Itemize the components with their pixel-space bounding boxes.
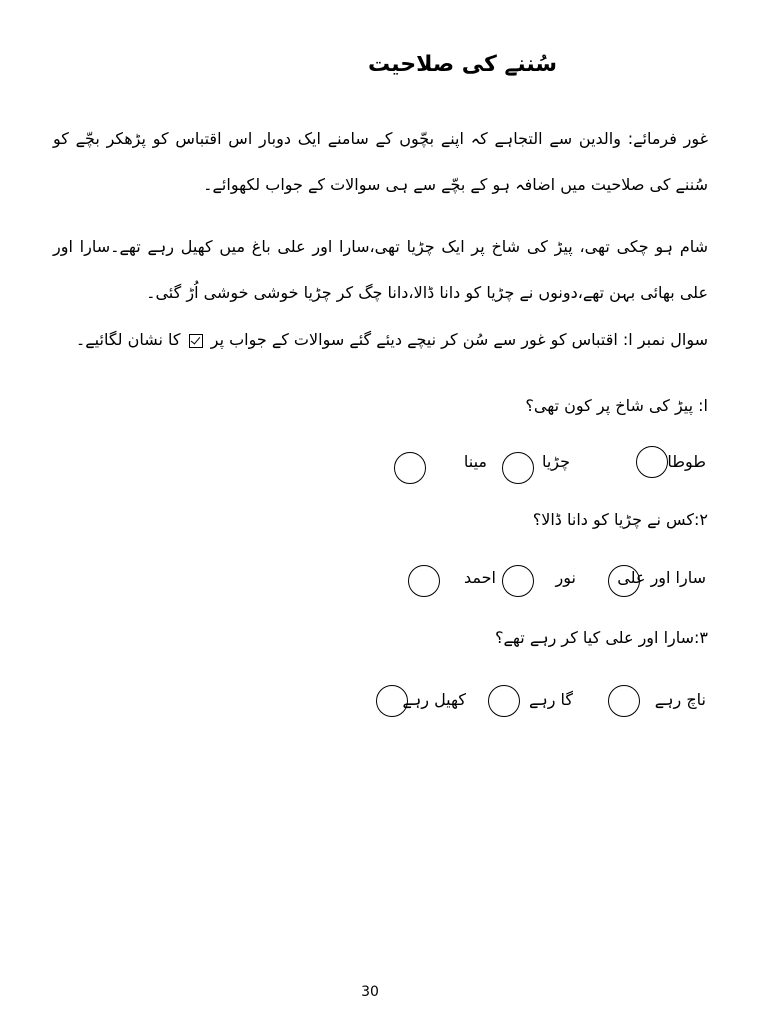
q3-option-2-label: گا رہے xyxy=(528,690,573,709)
question-2: ۲:کس نے چڑیا کو دانا ڈالا؟ xyxy=(532,510,708,529)
q3-option-3-radio[interactable] xyxy=(376,685,408,717)
q1-option-3-label: مینا xyxy=(463,452,487,471)
instruction-text: غور فرمائے: والدین سے التجاہے کہ اپنے بچّوں کے سامنے ایک دوبار اس اقتباس کو پڑھکر بچّے کو سُننے کی صلاحیت میں اضافہ ہو کے بچّے سے ہی سوالات کے جواب لکھوائے۔ xyxy=(53,129,708,194)
main-question-after: کا نشان لگائیے۔ xyxy=(75,330,181,349)
q2-option-2-radio[interactable] xyxy=(502,565,534,597)
q1-option-2-radio[interactable] xyxy=(502,452,534,484)
q2-option-1-radio[interactable] xyxy=(608,565,640,597)
question-1: ا: پیڑ کی شاخ پر کون تھی؟ xyxy=(525,396,708,415)
main-question-before: سوال نمبر ا: اقتباس کو غور سے سُن کر نیچے دیئے گئے سوالات کے جواب پر xyxy=(210,330,708,349)
checkmark-box-icon xyxy=(189,334,203,348)
q2-option-2-label: نور xyxy=(555,568,576,587)
q1-option-1-label: طوطا xyxy=(667,452,706,471)
q2-option-1-label: سارا اور علی xyxy=(617,568,706,587)
main-question xyxy=(76,330,708,349)
q1-option-3-radio[interactable] xyxy=(394,452,426,484)
q3-option-1-label: ناچ رہے xyxy=(654,690,706,709)
q2-option-3-label: احمد xyxy=(464,568,496,587)
question-3: ۳:سارا اور علی کیا کر رہے تھے؟ xyxy=(495,628,708,647)
passage-text: شام ہو چکی تھی، پیڑ کی شاخ پر ایک چڑیا تھی،سارا اور علی باغ میں کھیل رہے تھے۔سارا اور علی بھائی بہن تھے،دونوں نے چڑیا کو دانا ڈالا،دانا چگ کر چڑیا خوشی خوشی اُڑ گئی۔ xyxy=(53,237,708,302)
q3-option-2-radio[interactable] xyxy=(488,685,520,717)
q3-option-1-radio[interactable] xyxy=(608,685,640,717)
page-number: 30 xyxy=(361,984,379,1000)
page-title: سُننے کی صلاحیت xyxy=(368,52,557,77)
q3-option-3-label: کھیل رہے xyxy=(402,690,466,709)
q1-option-2-label: چڑیا xyxy=(541,452,570,471)
q2-option-3-radio[interactable] xyxy=(408,565,440,597)
q1-option-1-radio[interactable] xyxy=(636,446,668,478)
